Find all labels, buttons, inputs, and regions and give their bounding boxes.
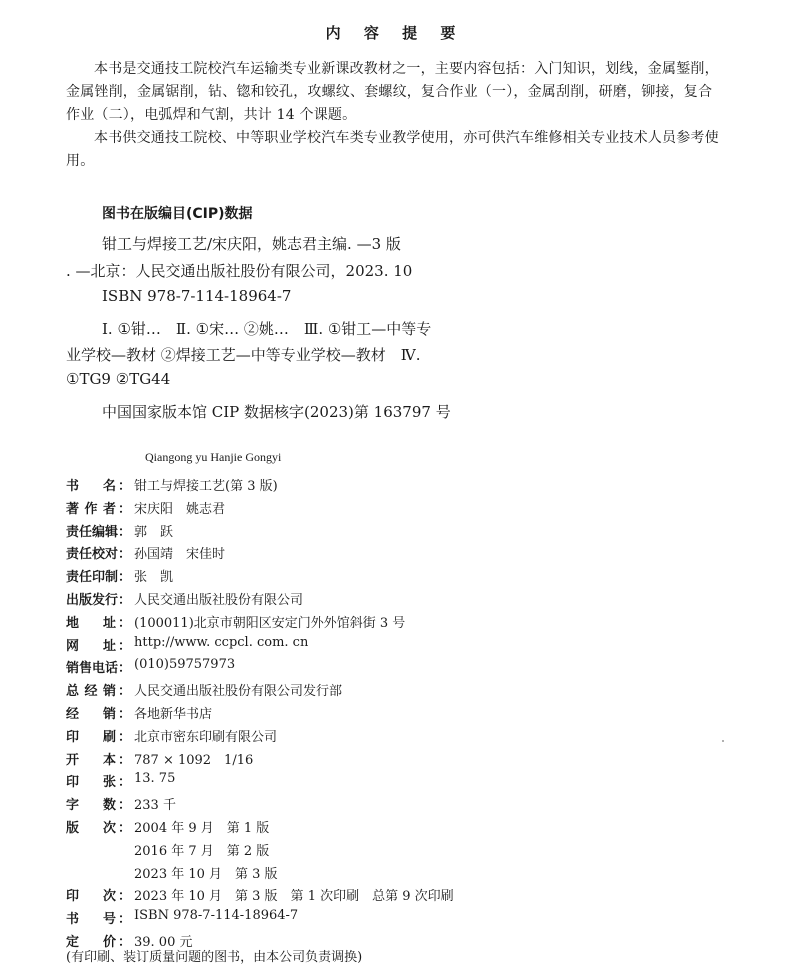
colophon-value: 张 凯 — [134, 570, 174, 585]
summary-paragraph-1: 本书是交通技工院校汽车运输类专业新课改教材之一，主要内容包括：入门知识，划线，金属錾削，金属锉削，金属锯削，钻、锪和铰孔，攻螺纹、套螺纹，复合作业（一），金属刮削，研磨，铆接，复合作业（二），电弧焊和气割，共计 14 个课题。 — [66, 61, 719, 123]
colophon-value: 钳工与焊接工艺(第 3 版) — [134, 479, 278, 494]
summary-title: 内 容 提 要 — [325, 24, 465, 42]
cip-publisher-line: . —北京：人民交通出版社股份有限公司，2023. 10 — [66, 262, 413, 280]
cip-subject-line-2: 业学校—教材 ②焊接工艺—中等专业学校—教材 Ⅳ. — [66, 346, 421, 364]
colophon-value: http://www. ccpcl. com. cn — [134, 635, 309, 650]
colophon-label-text: 书 号 — [66, 912, 116, 927]
book-title-pinyin: Qiangong yu Hanjie Gongyi — [145, 450, 282, 464]
colophon-value: 人民交通出版社股份有限公司发行部 — [134, 684, 343, 699]
colophon-label: 书 号 ： — [66, 908, 128, 927]
colophon-value: 郭 跃 — [134, 525, 174, 540]
colophon-label: 经 销 ： — [66, 703, 128, 722]
colophon-value: 2023 年 10 月 第 3 版 第 1 次印刷 总第 9 次印刷 — [134, 889, 454, 904]
colophon-label: 书 名 ： — [66, 475, 128, 494]
colophon-value: 宋庆阳 姚志君 — [134, 502, 226, 517]
colophon-label-text: 开 本 — [66, 753, 116, 768]
colophon-label-text: 印 张 — [66, 775, 116, 790]
colophon-label-text: 出 版 发 行 — [66, 593, 119, 608]
colophon-label: 印 次 ： — [66, 885, 128, 904]
colophon-value: 北京市密东印刷有限公司 — [134, 730, 278, 745]
colophon-value: 39. 00 元 — [134, 935, 193, 950]
cip-subject-line-1: Ⅰ. ①钳… Ⅱ. ①宋… ②姚… Ⅲ. ①钳工—中等专 — [102, 320, 432, 338]
colophon-label-text: 定 价 — [66, 935, 116, 950]
colophon-value: 13. 75 — [134, 771, 176, 786]
colophon-value: ISBN 978-7-114-18964-7 — [134, 908, 299, 923]
scan-speck — [722, 740, 724, 742]
colophon-label: 字 数 ： — [66, 794, 128, 813]
colophon-value: 人民交通出版社股份有限公司 — [134, 593, 304, 608]
colophon-label-text: 印 刷 — [66, 730, 116, 745]
colophon-value: 2023 年 10 月 第 3 版 — [134, 867, 278, 882]
colophon-label-text: 销 售 电 话 — [66, 661, 119, 676]
summary-paragraph-2: 本书供交通技工院校、中等职业学校汽车类专业教学使用，亦可供汽车维修相关专业技术人员参考使用。 — [66, 130, 719, 169]
colophon-value: 2004 年 9 月 第 1 版 — [134, 821, 270, 836]
colophon-label: 著 作 者 ： — [66, 498, 128, 517]
colophon-label: 印 刷 ： — [66, 726, 128, 745]
colophon-label: 定 价 ： — [66, 931, 128, 950]
colophon-label-text: 经 销 — [66, 707, 116, 722]
colophon-label: 责 任 编 辑 ： — [66, 521, 128, 540]
cip-subject-line-3: ①TG9 ②TG44 — [66, 370, 171, 388]
cip-verification-number: 中国国家版本馆 CIP 数据核字(2023)第 163797 号 — [102, 403, 451, 421]
colophon-label-text: 版 次 — [66, 821, 116, 836]
colophon-label: 版 次 ： — [66, 817, 128, 836]
colophon-value: 各地新华书店 — [134, 707, 213, 722]
colophon-label: 出 版 发 行 ： — [66, 589, 128, 608]
colophon-value: 孙国靖 宋佳时 — [134, 547, 226, 562]
colophon-label-text: 印 次 — [66, 889, 116, 904]
colophon-label: 开 本 ： — [66, 749, 128, 768]
colophon-label-text: 总 经 销 — [66, 684, 116, 699]
colophon-label: 销 售 电 话 ： — [66, 657, 128, 676]
footnote: (有印刷、装订质量问题的图书，由本公司负责调换) — [66, 950, 363, 965]
colophon-label: 责 任 校 对 ： — [66, 543, 128, 562]
colophon-value: 233 千 — [134, 798, 176, 813]
colophon-label: 责 任 印 制 ： — [66, 566, 128, 585]
colophon-value: 787 × 1092 1/16 — [134, 753, 254, 768]
cip-isbn-line: ISBN 978-7-114-18964-7 — [102, 287, 292, 305]
colophon-label-text: 网 址 — [66, 639, 116, 654]
colophon-label: 网 址 ： — [66, 635, 128, 654]
colophon-value: (100011)北京市朝阳区安定门外外馆斜街 3 号 — [134, 616, 406, 631]
colophon-label-text: 字 数 — [66, 798, 116, 813]
colophon-value: (010)59757973 — [134, 657, 236, 672]
colophon-label-text: 责 任 编 辑 — [66, 525, 119, 540]
colophon-value: 2016 年 7 月 第 2 版 — [134, 844, 270, 859]
colophon-label: 印 张 ： — [66, 771, 128, 790]
cip-title-line: 钳工与焊接工艺/宋庆阳，姚志君主编. —3 版 — [102, 235, 401, 253]
colophon-label: 总 经 销 ： — [66, 680, 128, 699]
colophon-label-text: 书 名 — [66, 479, 116, 494]
colophon-label-text: 责 任 印 制 — [66, 570, 119, 585]
cip-heading: 图书在版编目(CIP)数据 — [102, 206, 253, 222]
colophon-label-text: 著 作 者 — [66, 502, 116, 517]
colophon-label-text: 责 任 校 对 — [66, 547, 119, 562]
colophon-label-text: 地 址 — [66, 616, 116, 631]
colophon-label: 地 址 ： — [66, 612, 128, 631]
